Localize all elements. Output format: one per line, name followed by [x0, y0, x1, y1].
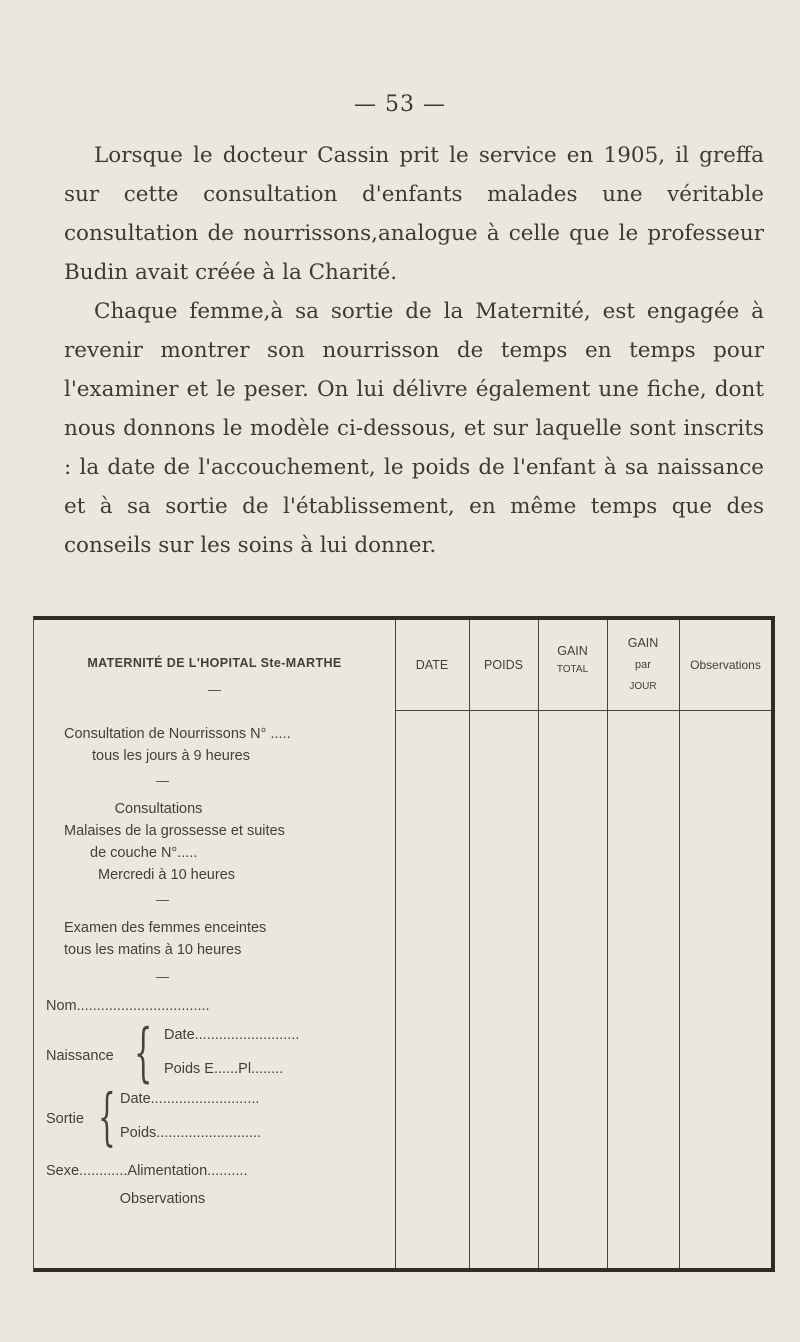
mercredi-line: Mercredi à 10 heures: [98, 867, 236, 883]
naissance-poids: Poids E......Pl........: [164, 1061, 284, 1077]
sortie-label: Sortie: [46, 1111, 84, 1127]
sortie-brace: {: [98, 1080, 116, 1153]
header-observations: Observations: [690, 658, 761, 672]
malaises-line-1: Malaises de la grossesse et suites: [64, 823, 285, 839]
column-divider: [679, 620, 680, 1268]
naissance-label: Naissance: [46, 1048, 114, 1064]
header-divider: [395, 710, 771, 711]
consult-nourrissons: Consultation de Nourrissons N° .....: [64, 726, 291, 742]
header-gain-jour: GAIN par JOUR: [627, 636, 659, 692]
malaises-line-2: de couche N°.....: [90, 845, 198, 861]
record-card-form: [33, 616, 775, 1272]
page-number: — 53 —: [354, 92, 446, 117]
sexe-alimentation: Sexe............Alimentation..........: [46, 1163, 248, 1179]
naissance-brace: {: [134, 1016, 153, 1090]
body-text: [64, 136, 764, 565]
sortie-date: Date...........................: [120, 1091, 260, 1107]
examen-line-2: tous les matins à 10 heures: [64, 942, 242, 958]
column-divider: [538, 620, 539, 1268]
paragraph-2: Chaque femme,à sa sortie de la Maternité, est engagée à revenir montrer son nourrisson de temps en temps pour l'examiner et le peser. On lui délivre également une fiche, dont nous donnons le modèle ci-dessous, et sur laquelle sont inscrits : la date de l'accouchement, le poids de l'enfant à sa naissance et à sa sortie de l'établissement, en même temps que des conseils sur les soins à lui donner.: [64, 299, 764, 558]
observations-label: Observations: [119, 1191, 206, 1207]
dash-1: —: [156, 773, 169, 788]
consult-days: tous les jours à 9 heures: [92, 748, 250, 764]
sortie-poids: Poids..........................: [120, 1125, 262, 1141]
paragraph-1: Lorsque le docteur Cassin prit le service en 1905, il greffa sur cette consultation d'enfants malades une véritable consultation de nourrissons,analogue à celle que le professeur Budin avait créée à la Charité.: [64, 143, 764, 285]
consultations-heading: Consultations: [114, 801, 203, 817]
dash-3: —: [156, 969, 169, 984]
naissance-date: Date..........................: [164, 1027, 300, 1043]
title-dash: —: [208, 682, 221, 697]
header-gain-total: GAIN TOTAL: [556, 644, 589, 675]
maternity-title: MATERNITÉ DE L'HOPITAL Ste-MARTHE: [87, 656, 342, 670]
header-poids: POIDS: [484, 658, 523, 672]
nom-field: Nom.................................: [46, 998, 210, 1014]
dash-2: —: [156, 892, 169, 907]
column-divider: [607, 620, 608, 1268]
examen-line-1: Examen des femmes enceintes: [64, 920, 267, 936]
column-divider: [469, 620, 470, 1268]
header-date: DATE: [415, 658, 449, 672]
column-divider: [395, 620, 396, 1268]
